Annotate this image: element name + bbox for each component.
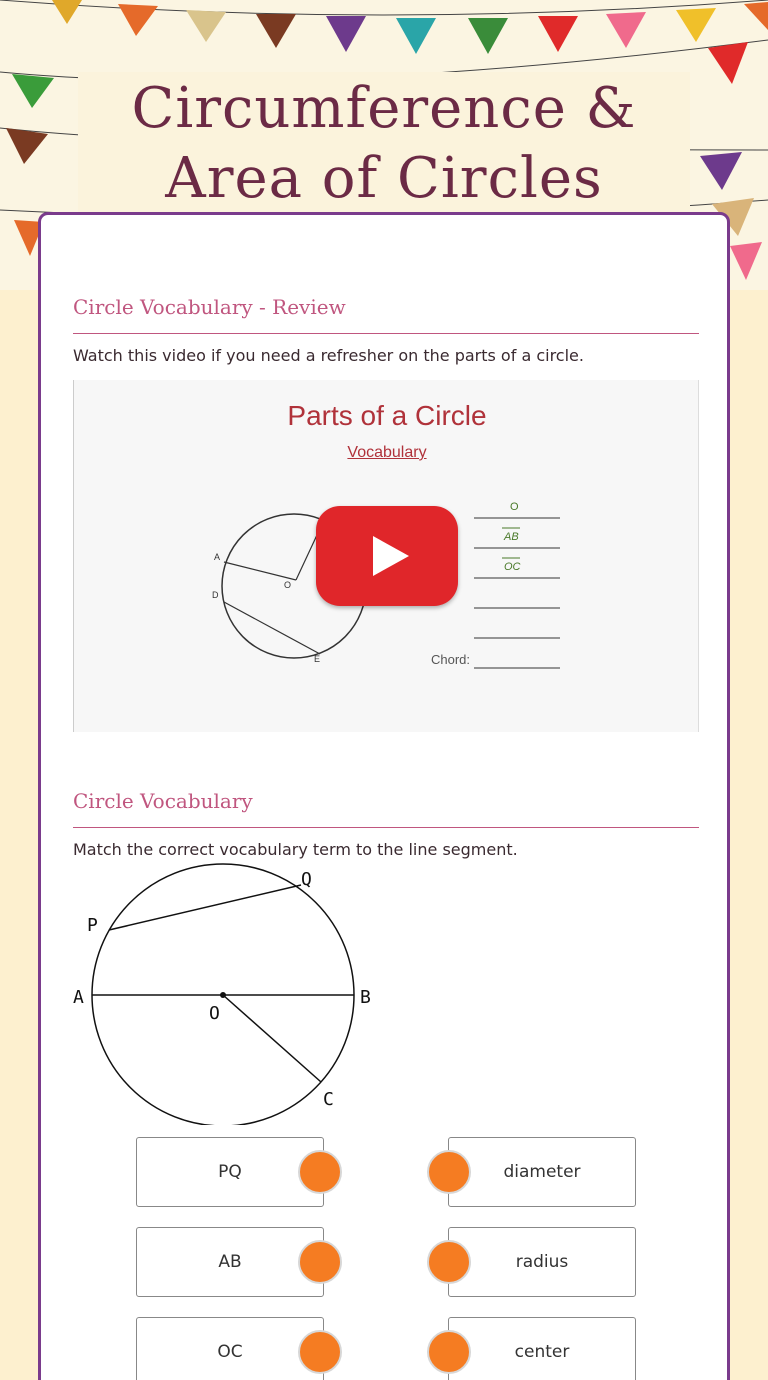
section-divider: [73, 827, 699, 828]
video-title: Parts of a Circle: [287, 400, 487, 431]
play-icon: [373, 536, 409, 576]
match-left-connector[interactable]: [298, 1150, 342, 1194]
video-value-center: O: [510, 501, 519, 513]
video-point-o: O: [284, 580, 292, 590]
match-right-connector[interactable]: [427, 1240, 471, 1284]
video-label-chord: Chord:: [430, 652, 470, 667]
video-value-radius: OC: [504, 561, 521, 573]
point-b-label: B: [360, 987, 371, 1008]
video-subtitle: Vocabulary: [347, 444, 427, 461]
video-point-a: A: [214, 552, 221, 562]
match-right-connector[interactable]: [427, 1150, 471, 1194]
match-right-item[interactable]: diameter: [448, 1137, 636, 1207]
point-o-label: O: [209, 1003, 220, 1024]
section-heading-vocabulary: Circle Vocabulary: [73, 789, 253, 813]
circle-diagram: [73, 855, 393, 1125]
title-box: [78, 72, 690, 212]
point-a-label: A: [73, 987, 84, 1008]
match-right-item[interactable]: radius: [448, 1227, 636, 1297]
match-right-item[interactable]: center: [448, 1317, 636, 1380]
match-right-connector[interactable]: [427, 1330, 471, 1374]
worksheet-card: [38, 212, 730, 1380]
video-embed[interactable]: [73, 380, 699, 732]
section-heading-review: Circle Vocabulary - Review: [73, 295, 346, 319]
video-point-e: E: [314, 654, 321, 664]
match-left-connector[interactable]: [298, 1330, 342, 1374]
page-title: Circumference & Area of Circles: [131, 76, 637, 211]
video-value-diameter: AB: [504, 531, 519, 543]
match-left-item[interactable]: OC: [136, 1317, 324, 1380]
video-point-d: D: [212, 590, 219, 600]
match-left-connector[interactable]: [298, 1240, 342, 1284]
point-q-label: Q: [301, 869, 312, 890]
match-instruction: Match the correct vocabulary term to the line segment.: [73, 840, 518, 859]
point-c-label: C: [323, 1089, 334, 1110]
video-instruction: Watch this video if you need a refresher on the parts of a circle.: [73, 346, 584, 365]
play-button[interactable]: [316, 506, 458, 606]
section-divider: [73, 333, 699, 334]
match-left-item[interactable]: PQ: [136, 1137, 324, 1207]
match-left-item[interactable]: AB: [136, 1227, 324, 1297]
point-p-label: P: [87, 915, 98, 936]
